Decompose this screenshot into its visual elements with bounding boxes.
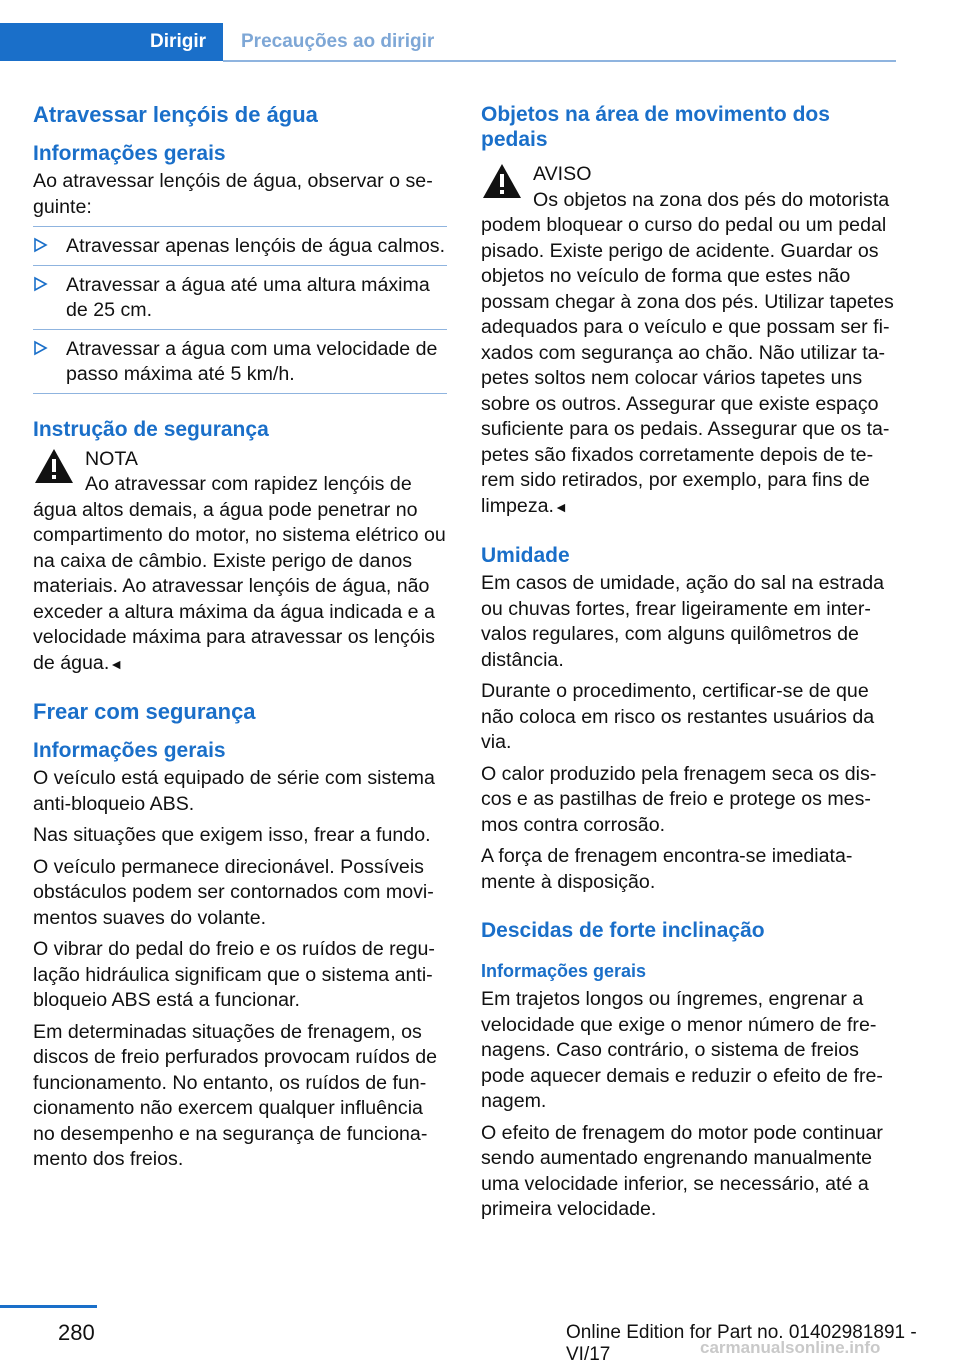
note-title: NOTA — [85, 447, 138, 470]
paragraph: Durante o procedimento, certificar-se de que não coloca em risco os restantes usuários da via. — [481, 680, 875, 753]
warning-triangle-icon — [33, 447, 75, 485]
paragraph: O vibrar do pedal do freio e os ruídos de regulação hidráulica significam que o sistema anti-bloqueio ABS está a funcionar. — [33, 938, 435, 1011]
list-item — [33, 266, 447, 330]
paragraph: Em casos de umidade, ação do sal na estrada ou chuvas fortes, frear ligeiramente em intervalos regulares, com alguns quilômetros de distância. — [481, 572, 885, 671]
footer-accent-line — [0, 1305, 97, 1308]
list-item-text: Atravessar apenas lençóis de água calmos. — [66, 235, 446, 257]
page-number: 280 — [58, 1320, 95, 1345]
tab-chapter-label: Dirigir — [150, 31, 206, 52]
subheading-safety: Instrução de segurança — [33, 417, 269, 441]
paragraph: Em trajetos longos ou íngremes, engrenar a velocidade que exige o menor número de frenagens. Caso contrário, o sistema de freios pode aquecer demais e reduzir o efeito de frenagem. — [481, 988, 883, 1112]
triangle-bullet-icon — [33, 236, 48, 254]
watermark: carmanualsonline.info — [700, 1338, 881, 1357]
header-bar — [0, 0, 896, 62]
paragraph: Em determinadas situações de frenagem, os discos de freio perfurados provocam ruídos de funcionamento. No entanto, os ruídos de funcionamento não exercem qualquer influência no desempenho e na segurança de funcionamento dos freios. — [33, 1020, 438, 1170]
heading-pedal-objects: Objetos na área de movimento dos pedais — [481, 103, 830, 151]
heading-steep-descents: Descidas de forte inclinação — [481, 919, 765, 942]
heading-brake-safely: Frear com segurança — [33, 699, 256, 724]
subheading-general-info: Informações gerais — [481, 961, 647, 981]
triangle-bullet-icon — [33, 339, 48, 357]
list-item — [33, 330, 447, 394]
warning-box — [481, 160, 895, 520]
paragraph: O veículo está equipado de série com sistema anti-bloqueio ABS. — [33, 767, 435, 815]
end-mark: ◄ — [553, 498, 568, 515]
tab-section[interactable] — [241, 23, 434, 61]
triangle-bullet-icon — [33, 275, 48, 293]
paragraph: Nas situações que exigem isso, frear a fundo. — [33, 824, 431, 846]
heading-water-crossing: Atravessar lençóis de água — [33, 102, 318, 127]
list-item — [33, 227, 447, 266]
water-list — [33, 226, 447, 394]
end-mark: ◄ — [109, 655, 124, 672]
footer-edition: Online Edition for Part no. 01402981891 - VI/17 — [566, 1322, 917, 1365]
header-divider — [223, 60, 896, 62]
warning-title: AVISO — [533, 163, 592, 185]
paragraph: A força de frenagem encontra-se imediatamente à disposição. — [481, 845, 853, 893]
warning-triangle-icon — [481, 162, 523, 200]
list-item-text: Atravessar a água até uma altura máxima de 25 cm. — [66, 273, 430, 321]
note-box — [33, 445, 447, 678]
paragraph: O veículo permanece direcionável. Possíveis obstáculos podem ser contornados com movimentos suaves do volante. — [33, 855, 434, 929]
paragraph: O efeito de frenagem do motor pode continuar sendo aumentado engrenando manualmente uma velocidade inferior, se necessário, até a primeira velocidade. — [481, 1121, 883, 1220]
subheading-general-info: Informações gerais — [33, 739, 226, 762]
left-column — [33, 102, 447, 1179]
list-item-text: Atravessar a água com uma velocidade de passo máxima até 5 km/h. — [66, 337, 438, 385]
subheading-general-info: Informações gerais — [33, 142, 226, 165]
heading-humidity: Umidade — [481, 544, 570, 567]
tab-chapter[interactable] — [0, 23, 223, 61]
paragraph-intro: Ao atravessar lençóis de água, observar o seguinte: — [33, 170, 433, 218]
right-column — [481, 102, 895, 1229]
note-text: Ao atravessar com rapidez lençóis de água altos demais, a água pode penetrar no compartimento do motor, no sistema elétrico ou na caixa de câmbio. Existe perigo de danos materiais. Ao atravessar lençóis de água, não exceder a altura máxima da água indicada e a velocidade máxima para atravessar os lençóis de água. — [33, 473, 446, 674]
paragraph: O calor produzido pela frenagem seca os discos e as pastilhas de freio e protege os mesmos contra corrosão. — [481, 762, 877, 836]
warning-text: Os objetos na zona dos pés do motorista podem bloquear o curso do pedal ou um pedal pisado. Existe perigo de acidente. Guardar os objetos no veículo de forma que estes não possam chegar à zona dos pés. Utilizar tapetes adequados para o veículo e que possam ser fixados com segurança ao chão. Não utilizar tapetes soltos nem colocar vários tapetes uns sobre os outros. Assegurar que existe espaço suficiente para os pedais. Assegurar que os tapetes são fixados corretamente depois de terem sido retirados, por exemplo, para fins de limpeza. — [481, 188, 894, 517]
tab-section-label: Precauções ao dirigir — [241, 31, 435, 52]
